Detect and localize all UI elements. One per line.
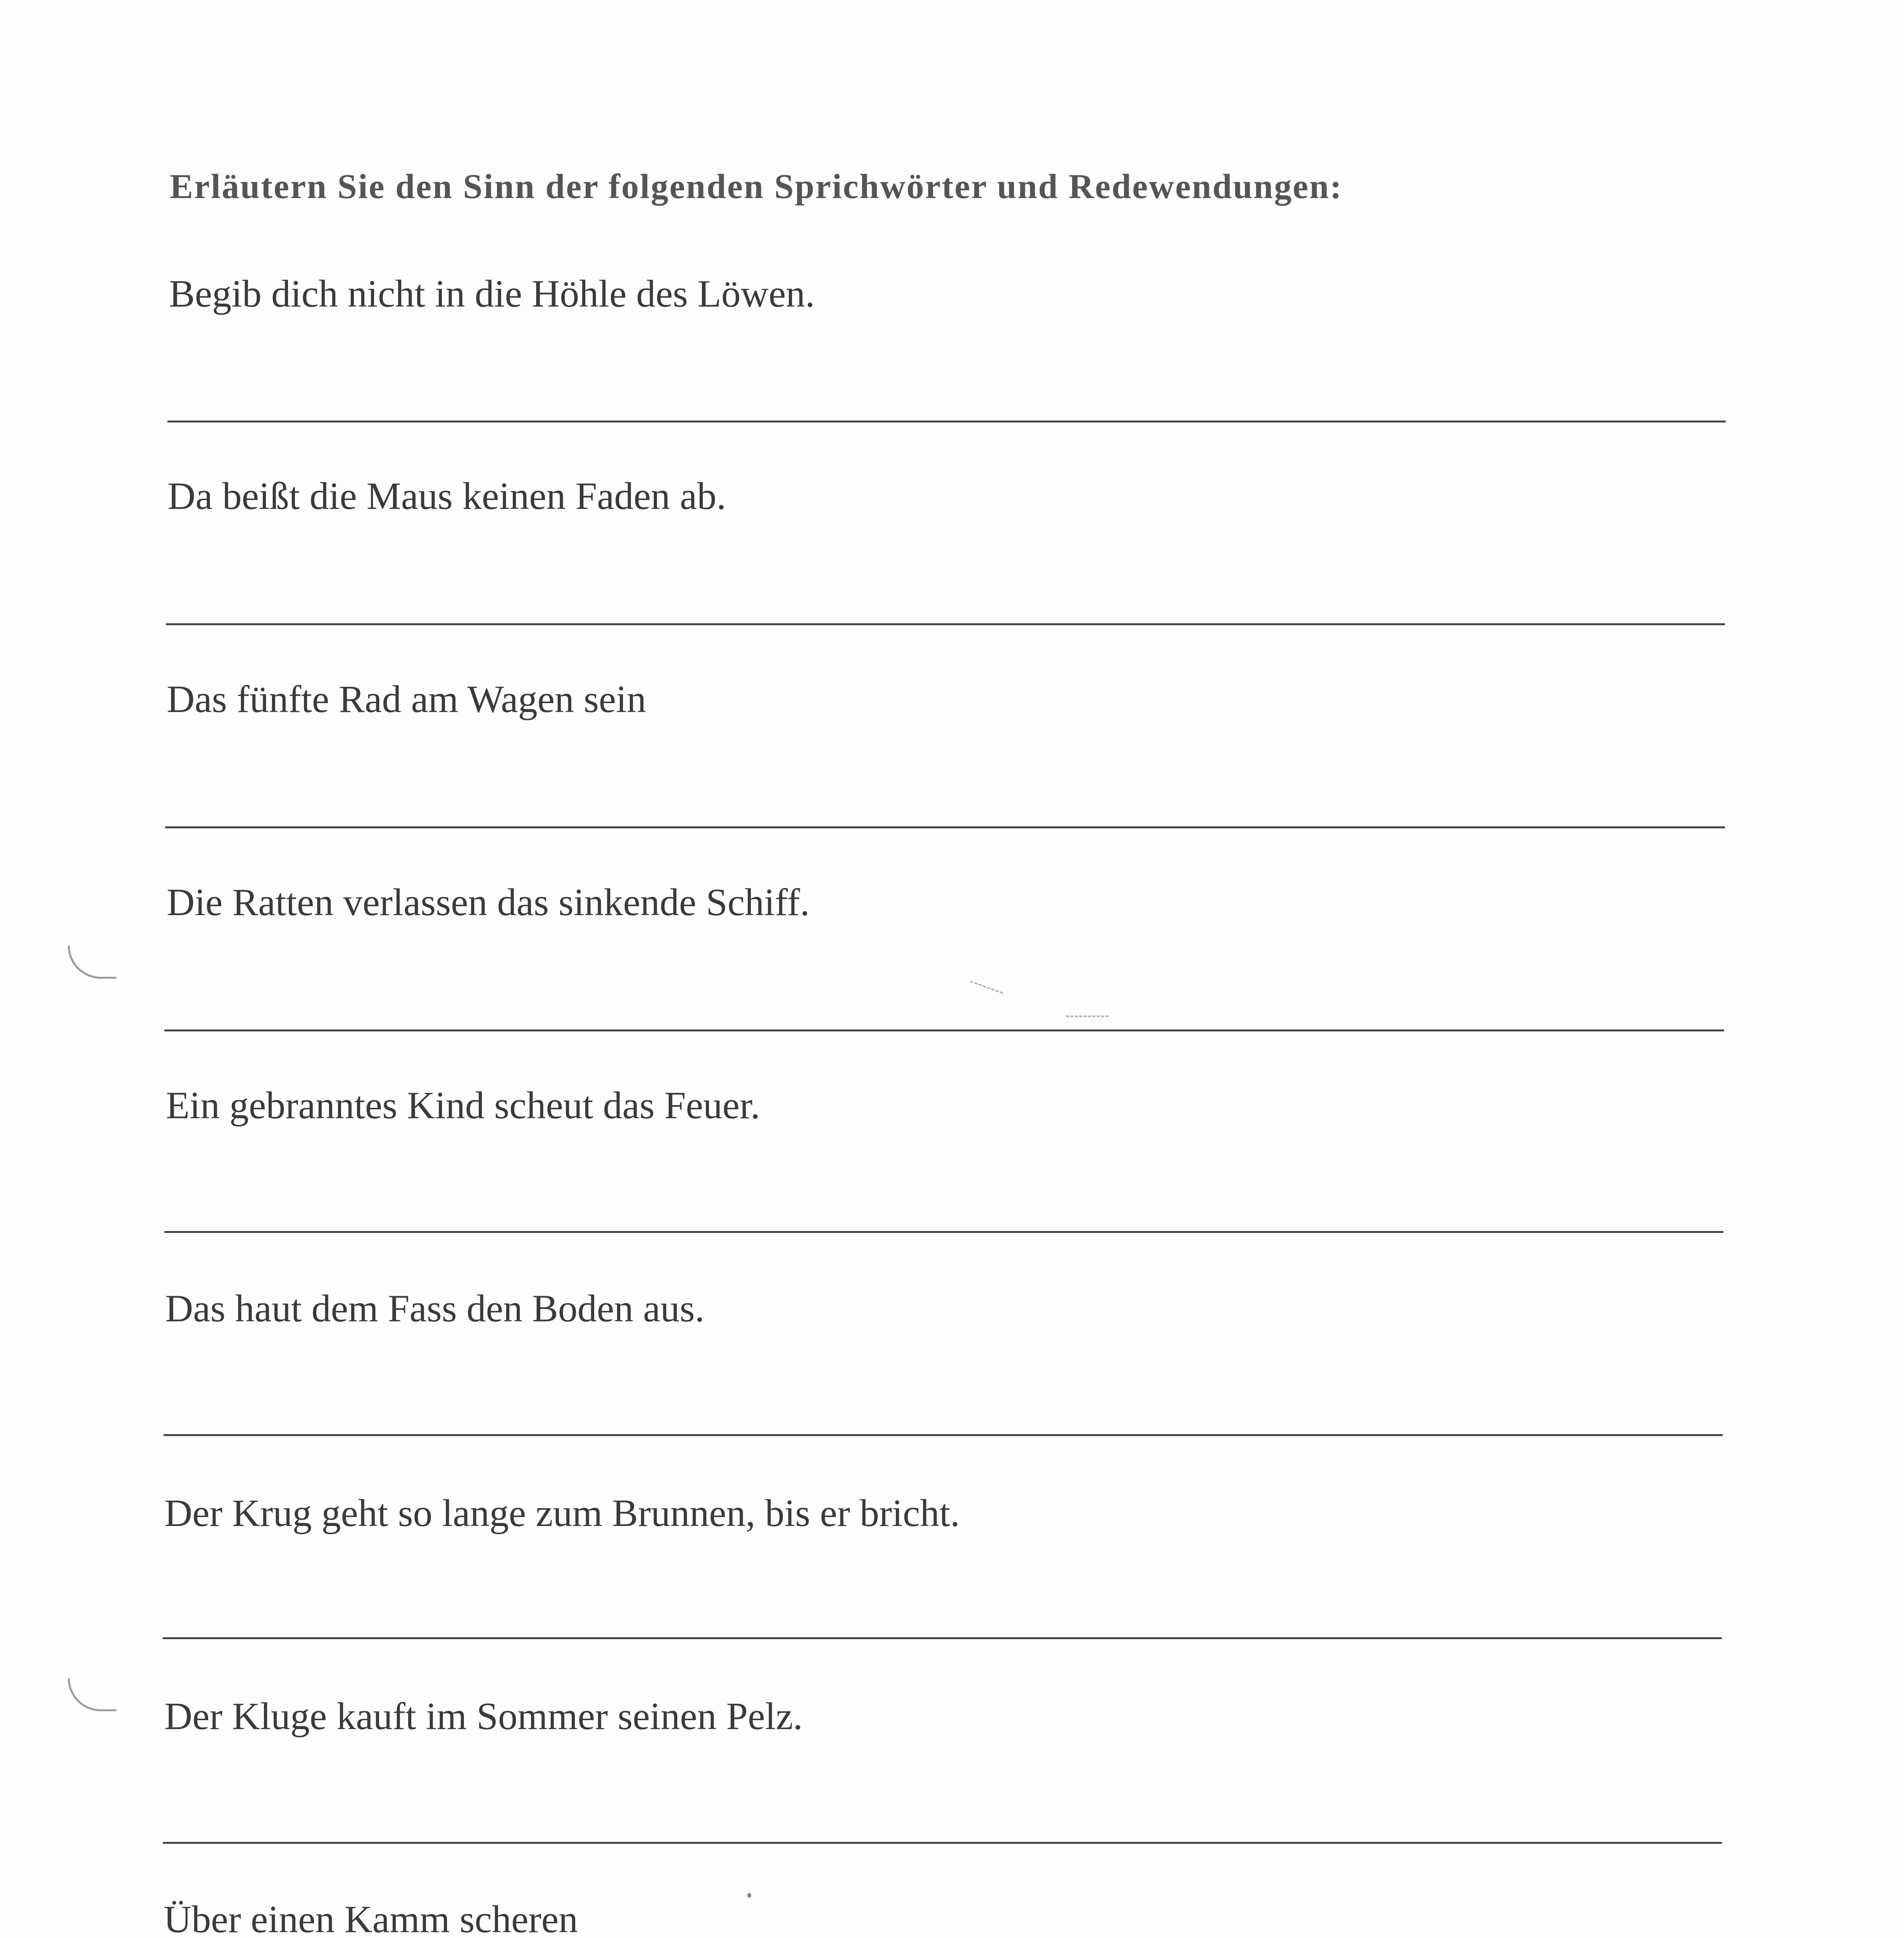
answer-line: [163, 1637, 1722, 1639]
answer-line: [164, 1434, 1723, 1436]
worksheet-heading: Erläutern Sie den Sinn der folgenden Sprichwörter und Redewendungen:: [170, 167, 1343, 206]
punch-hole-mark: [68, 1678, 116, 1711]
proverb-item: [0, 0, 1904, 202]
answer-line: [164, 1231, 1723, 1233]
answer-line: [166, 623, 1725, 625]
answer-line: [163, 1842, 1722, 1844]
answer-line: [165, 826, 1725, 828]
proverb-text: Begib dich nicht in die Höhle des Löwen.: [169, 272, 815, 315]
scan-speck: [970, 981, 1003, 994]
proverb-text: Da beißt die Maus keinen Faden ab.: [167, 474, 726, 517]
proverb-text: Der Krug geht so lange zum Brunnen, bis er bricht.: [164, 1491, 960, 1535]
proverb-text: Das fünfte Rad am Wagen sein: [167, 678, 646, 721]
punch-hole-mark: [68, 946, 116, 979]
proverb-text: Über einen Kamm scheren: [164, 1898, 578, 1938]
proverb-text: Ein gebranntes Kind scheut das Feuer.: [166, 1084, 760, 1127]
proverb-text: Die Ratten verlassen das sinkende Schiff.: [167, 881, 810, 924]
answer-line: [167, 421, 1726, 422]
proverb-text: Der Kluge kauft im Sommer seinen Pelz.: [164, 1695, 803, 1738]
proverb-text: Das haut dem Fass den Boden aus.: [165, 1287, 705, 1330]
scan-speck: [1066, 1016, 1109, 1017]
scan-speck: [747, 1893, 751, 1898]
answer-line: [164, 1029, 1724, 1031]
